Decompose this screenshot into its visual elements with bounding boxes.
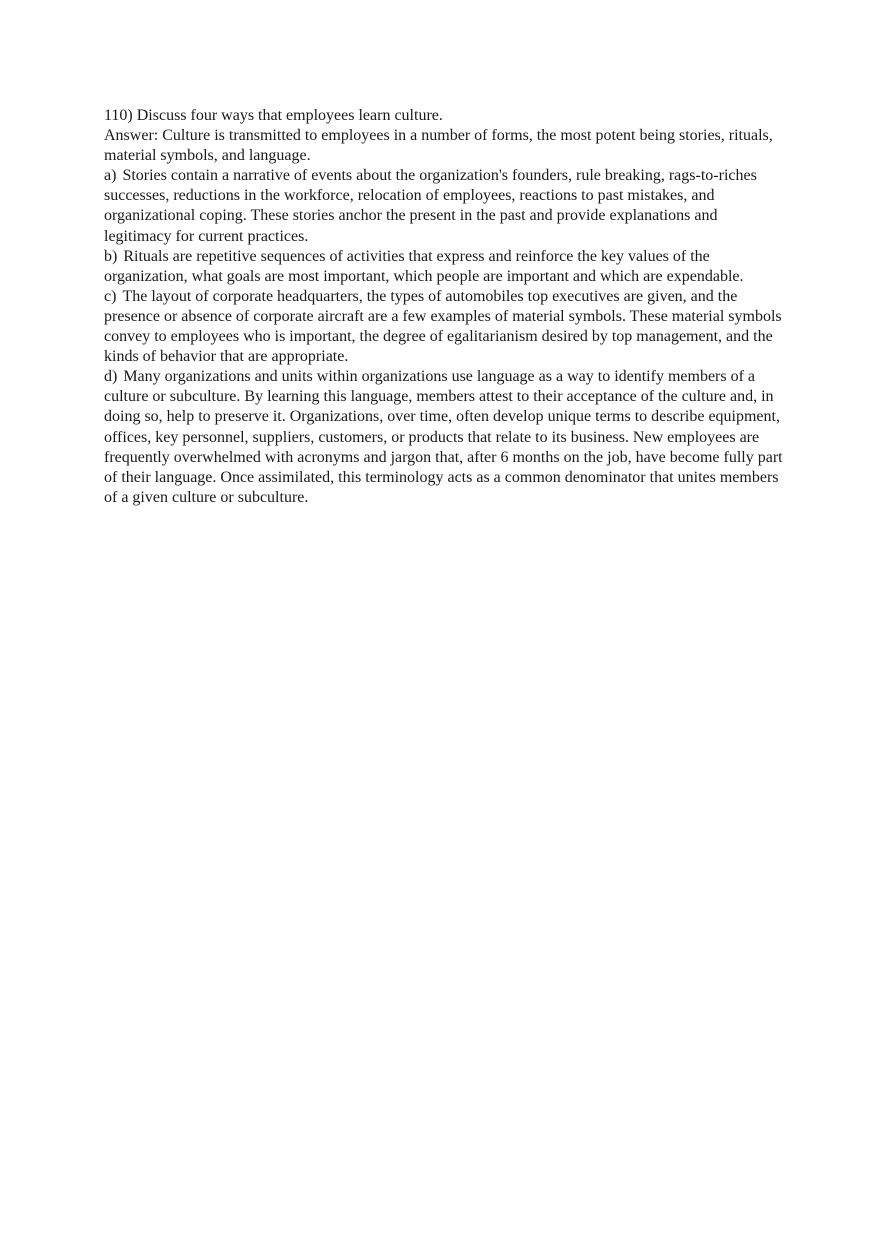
answer-item-c bbox=[104, 287, 784, 367]
item-label: c) bbox=[104, 287, 117, 305]
item-text: Many organizations and units within organizations use language as a way to identify members of a culture or subculture. By learning this language, members attest to their acceptance of the culture and, in doing so, help to preserve it. Organizations, over time, often develop unique terms to describe equipment, offices, key personnel, suppliers, customers, or products that relate to its business. New employees are frequently overwhelmed with acronyms and jargon that, after 6 months on the job, have become fully part of their language. Once assimilated, this terminology acts as a common denominator that unites members of a given culture or subculture. bbox=[104, 368, 783, 506]
question-text: 110) Discuss four ways that employees learn culture. bbox=[104, 107, 443, 124]
answer-intro: Answer: Culture is transmitted to employees in a number of forms, the most potent being stories, rituals, material symbols, and language. bbox=[104, 127, 773, 165]
document-body bbox=[104, 106, 784, 508]
item-text: The layout of corporate headquarters, the types of automobiles top executives are given, and the presence or absence of corporate aircraft are a few examples of material symbols. These material symbols convey to employees who is important, the degree of egalitarianism desired by top management, and the kinds of behavior that are appropriate. bbox=[104, 287, 782, 366]
item-text: Rituals are repetitive sequences of activities that express and reinforce the key values of the organization, what goals are most important, which people are important and which are expendable. bbox=[104, 247, 744, 285]
answer-item-a bbox=[104, 166, 784, 246]
item-label: a) bbox=[104, 167, 117, 185]
answer-item-b bbox=[104, 247, 784, 287]
item-text: Stories contain a narrative of events about the organization's founders, rule breaking, rags-to-riches successes, reductions in the workforce, relocation of employees, reactions to past mistakes, and organizational coping. These stories anchor the present in the past and provide explanations and legitimacy for current practices. bbox=[104, 167, 757, 245]
item-label: b) bbox=[104, 247, 118, 265]
answer-item-d bbox=[104, 367, 784, 508]
item-label: d) bbox=[104, 368, 118, 386]
